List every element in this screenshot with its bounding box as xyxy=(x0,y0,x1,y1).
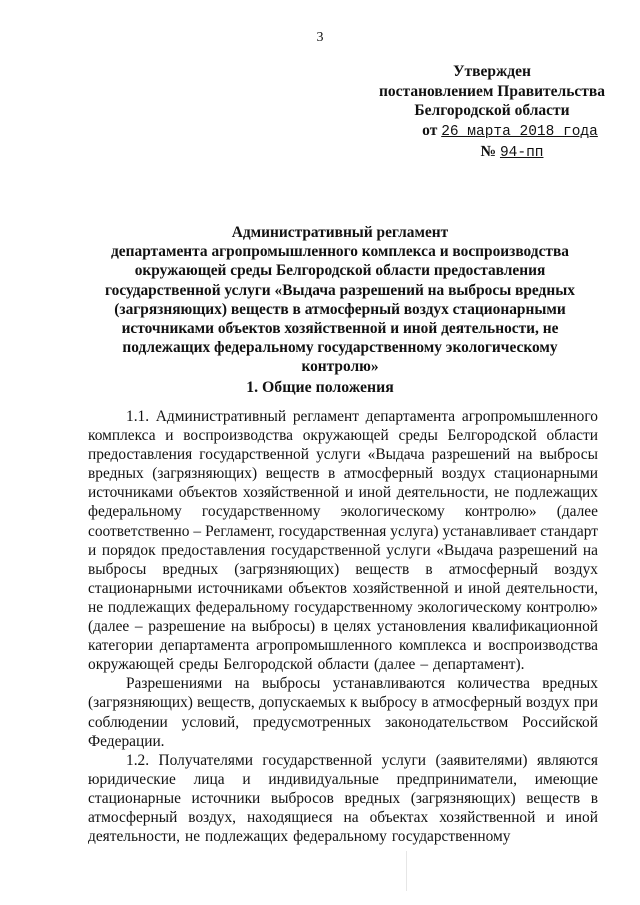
document-title xyxy=(92,223,588,377)
approval-stamp xyxy=(372,62,612,164)
text-line: выбросы вредных (загрязняющих) веществ в атмосферный воздух xyxy=(88,560,598,578)
approval-line-3: Белгородской области xyxy=(414,102,570,119)
paragraph xyxy=(88,751,598,846)
text-line: юридические лица и индивидуальные предприниматели, имеющие xyxy=(88,770,598,788)
title-line: государственной услуги «Выдача разрешений на выбросы вредных xyxy=(105,281,575,299)
text-line: 1.1. Административный регламент департамента агропромышленного xyxy=(126,408,598,425)
text-line: источниками объектов хозяйственной и иной деятельности, не подлежащих xyxy=(88,484,598,502)
text-line: деятельности, не подлежащих федеральному государственному xyxy=(88,828,511,846)
title-line: контролю» xyxy=(301,358,379,376)
title-line: окружающей среды Белгородской области предоставления xyxy=(134,262,546,280)
title-line: источниками объектов хозяйственной и иной деятельности, не xyxy=(121,320,559,338)
approval-line-1: Утвержден xyxy=(453,63,531,80)
text-line: соответственно – Регламент, государственная услуга) устанавливает стандарт xyxy=(88,522,598,540)
text-line: вредных (загрязняющих) веществ в атмосферный воздух стационарными xyxy=(88,465,598,483)
page-number: 3 xyxy=(316,30,324,45)
approval-number xyxy=(372,142,612,164)
scan-artifact xyxy=(406,851,407,891)
paragraph xyxy=(88,407,598,674)
text-line: (далее – разрешение на выбросы) в целях установления квалификационной xyxy=(88,618,598,636)
title-line: подлежащих федеральному государственному экологическому xyxy=(122,339,558,357)
text-line: и порядок предоставления государственной услуги «Выдача разрешений на xyxy=(88,541,598,559)
approval-date-prefix: от xyxy=(422,121,438,139)
title-line: департамента агропромышленного комплекса и воспроизводства xyxy=(111,243,569,261)
approval-date xyxy=(372,121,612,143)
text-line: 1.2. Получателями государственной услуги (заявителями) являются xyxy=(126,751,598,769)
section-heading: 1. Общие положения xyxy=(246,379,394,396)
text-line: Разрешениями на выбросы устанавливаются количества вредных xyxy=(126,675,598,693)
text-line: федеральному государственному экологическому контролю» (далее xyxy=(88,503,598,521)
body-text xyxy=(88,407,598,846)
approval-number-prefix: № xyxy=(480,143,497,160)
text-line: категории департамента агропромышленного комплекса и воспроизводства xyxy=(88,637,598,655)
approval-date-value: 26 марта 2018 года xyxy=(441,123,598,140)
text-line: не подлежащих федеральному государственному экологическому контролю» xyxy=(88,598,598,616)
text-line: соблюдении условий, предусмотренных законодательством Российской xyxy=(88,713,598,731)
text-line: атмосферный воздух, находящиеся на объектах хозяйственной и иной xyxy=(88,808,598,826)
approval-line-2: постановлением Правительства xyxy=(378,82,606,100)
text-line: окружающей среды Белгородской области (далее – департамент). xyxy=(88,656,525,674)
text-line: (загрязняющих) веществ, допускаемых к выбросу в атмосферный воздух при xyxy=(88,694,598,712)
title-line: (загрязняющих) веществ в атмосферный воздух стационарными xyxy=(114,300,566,318)
text-line: предоставления государственной услуги «Выдача разрешений на выбросы xyxy=(88,446,598,464)
text-line: стационарными источниками объектов хозяйственной и иной деятельности, xyxy=(88,579,598,597)
text-line: Федерации. xyxy=(88,732,165,750)
approval-number-value: 94-пп xyxy=(499,145,544,161)
text-line: стационарные источники выбросов вредных (загрязняющих) веществ в xyxy=(88,789,598,807)
title-line: Административный регламент xyxy=(231,224,449,241)
text-line: комплекса и воспроизводства окружающей среды Белгородской области xyxy=(88,427,598,445)
paragraph xyxy=(88,674,598,750)
